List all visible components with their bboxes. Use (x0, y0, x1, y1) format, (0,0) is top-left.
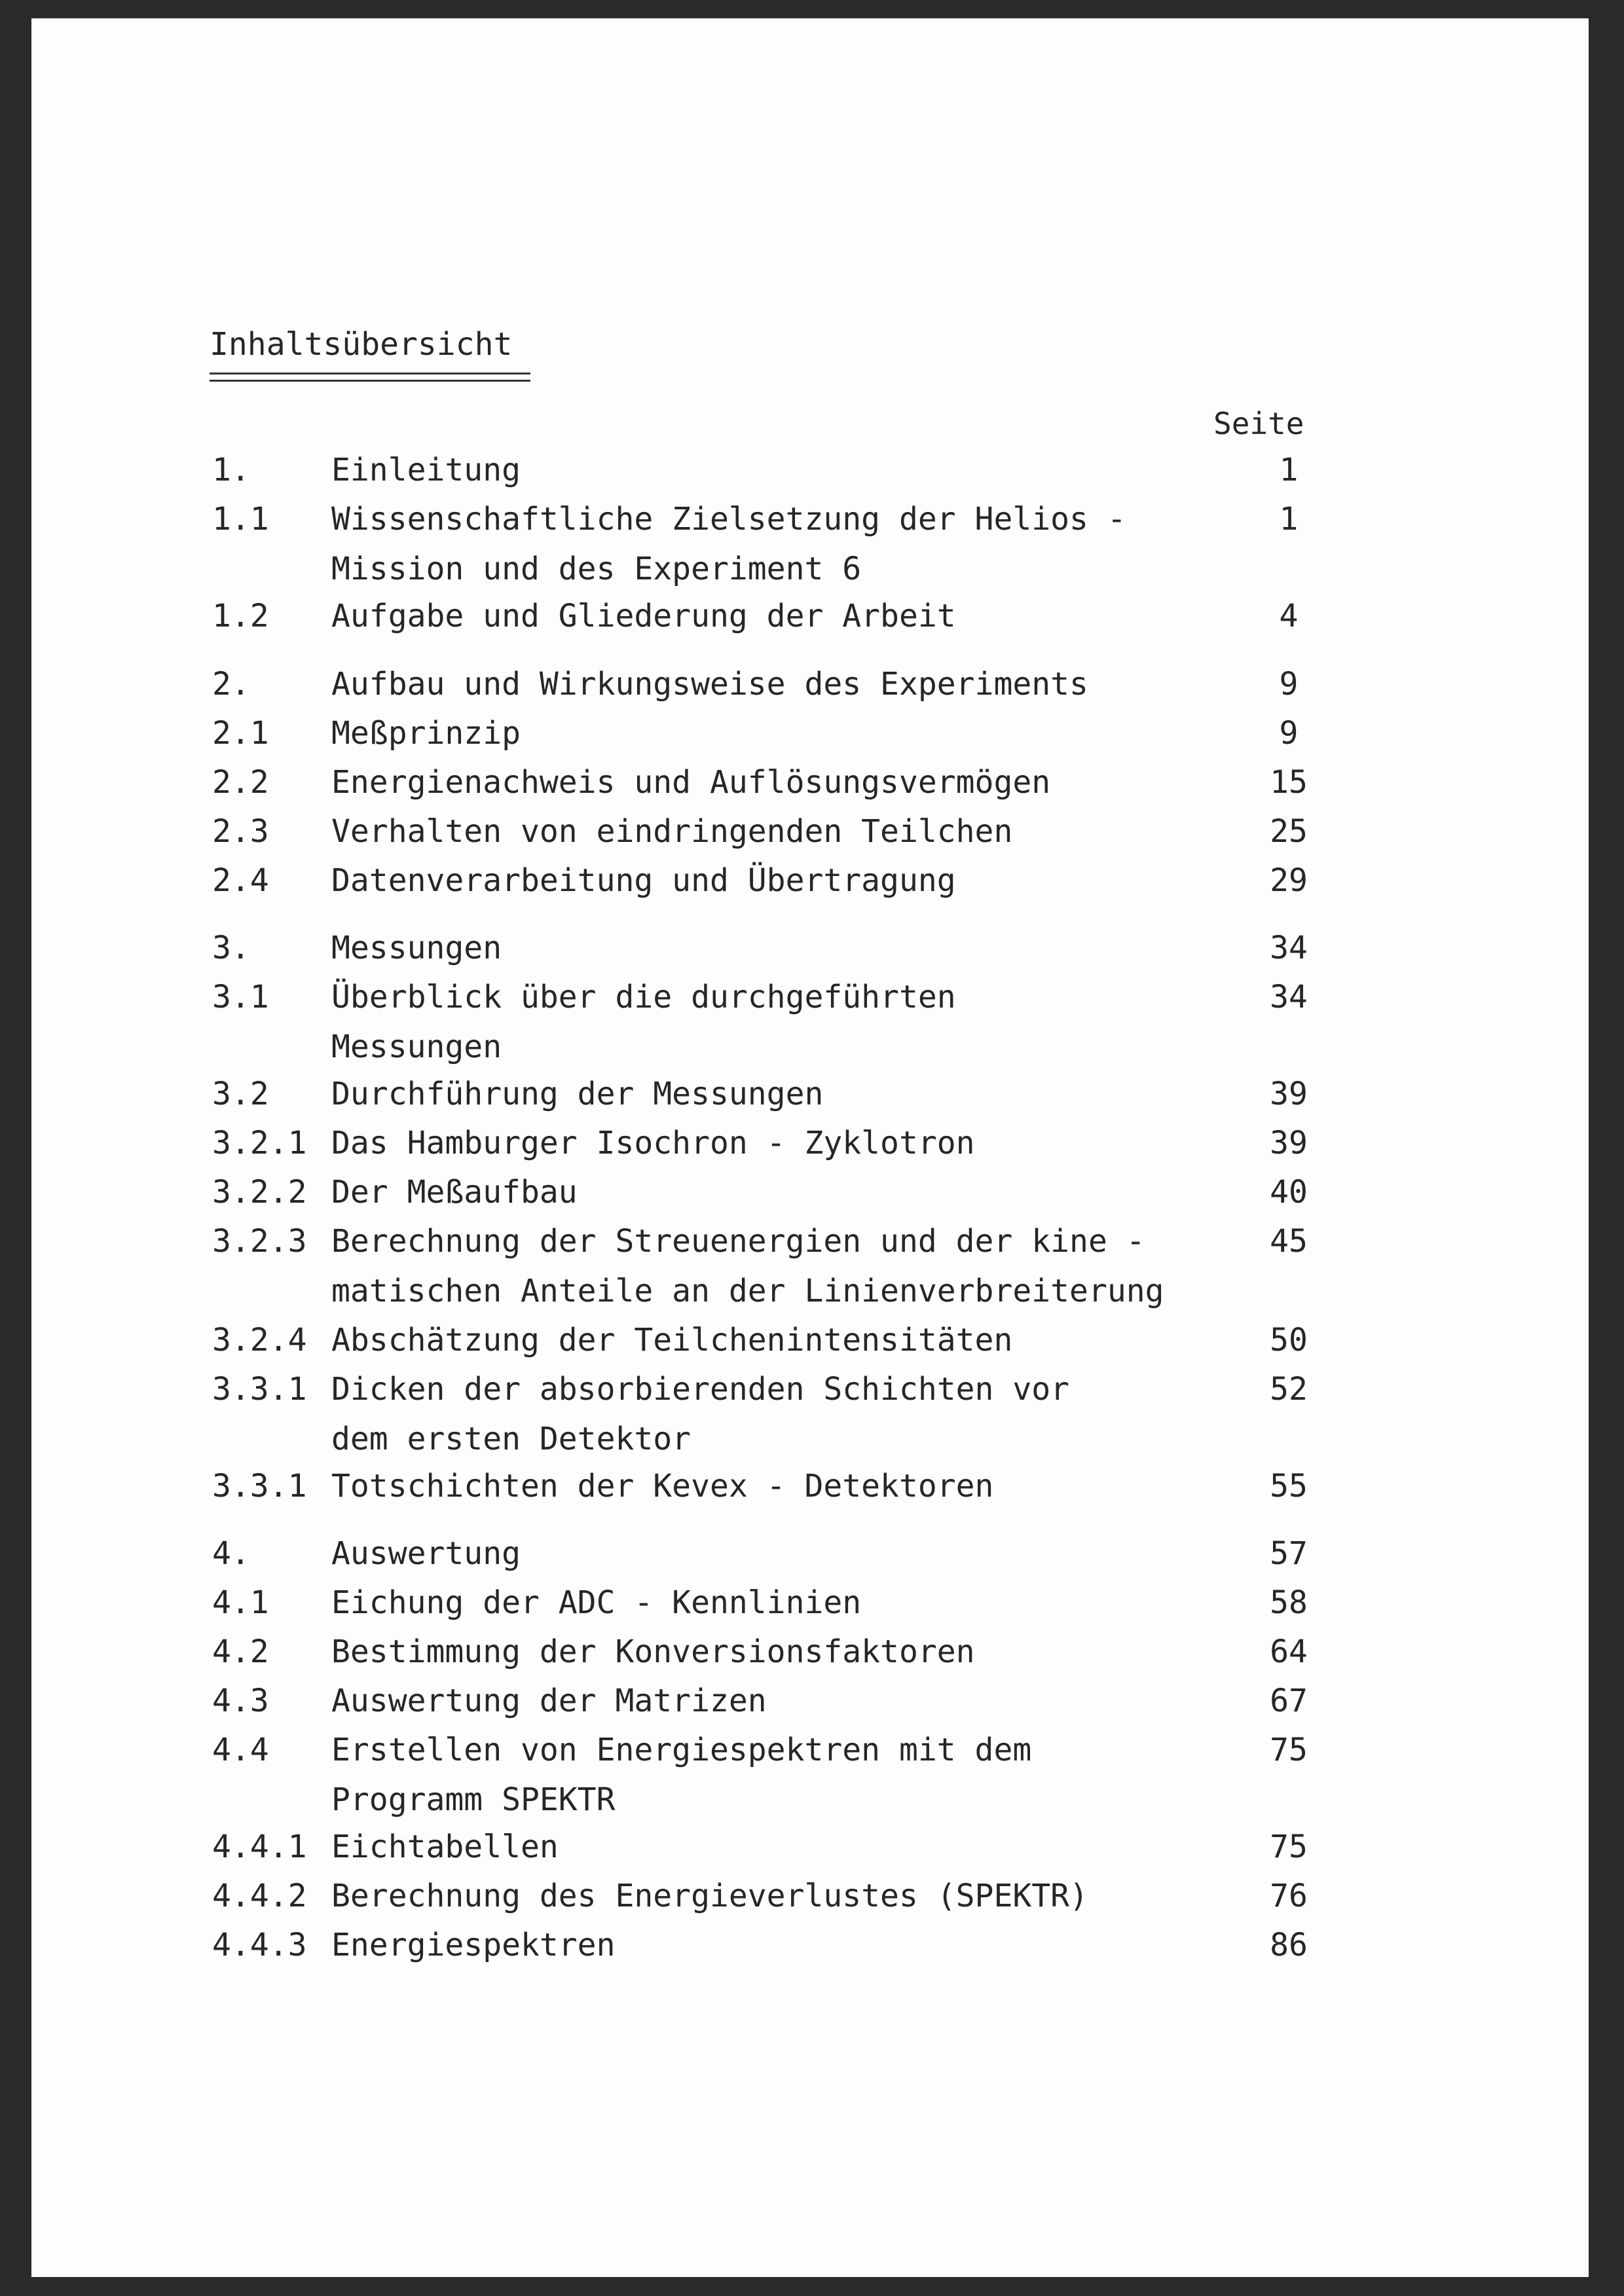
toc-entry-number: 2.3 (212, 813, 269, 850)
toc-entry-page-number: 76 (1270, 1878, 1308, 1914)
page-column-header: Seite (1213, 406, 1304, 441)
toc-entry-number: 2.4 (212, 862, 269, 899)
toc-entry-title (331, 1364, 1069, 1464)
toc-entry-title (331, 1167, 578, 1217)
toc-entry-number: 3.2.2 (212, 1174, 307, 1211)
toc-entry-number: 2.2 (212, 764, 269, 801)
toc-entry-title-line: Dicken der absorbierenden Schichten vor (331, 1371, 1070, 1408)
toc-entry-title-line: Aufgabe und Gliederung der Arbeit (331, 598, 956, 634)
toc-entry-page-number: 40 (1270, 1174, 1308, 1211)
toc-entry-page-number: 75 (1270, 1829, 1308, 1865)
toc-entry-page-number: 50 (1270, 1322, 1308, 1358)
toc-entry-number: 4.2 (212, 1633, 269, 1670)
toc-entry-title (331, 923, 502, 973)
toc-entry-number: 3.1 (212, 979, 269, 1015)
toc-entry-title (331, 1216, 1164, 1316)
toc-entry-title-line: Messungen (331, 930, 502, 966)
toc-entry-title (331, 659, 1088, 709)
toc-entry-number: 3.3.1 (212, 1371, 307, 1408)
toc-entry-title (331, 757, 1050, 807)
toc-entry-page-number: 9 (1279, 666, 1299, 702)
toc-entry-page-number: 64 (1270, 1633, 1308, 1670)
toc-entry-number: 1.2 (212, 598, 269, 634)
toc-entry-title-line: Totschichten der Kevex - Detektoren (331, 1468, 994, 1504)
toc-entry-title-line: Der Meßaufbau (331, 1174, 578, 1211)
toc-entry-title-line: Eichung der ADC - Kennlinien (331, 1584, 862, 1621)
toc-entry-number: 4.4 (212, 1732, 269, 1768)
toc-entry-title-line: dem ersten Detektor (331, 1421, 692, 1457)
toc-entry-page-number: 75 (1270, 1732, 1308, 1768)
toc-entry-title-line: matischen Anteile an der Linienverbreiterung (331, 1273, 1164, 1309)
toc-entry-title (331, 1315, 1012, 1365)
toc-entry-page-number: 34 (1270, 930, 1308, 966)
toc-entry-title-line: Erstellen von Energiespektren mit dem (331, 1732, 1032, 1768)
toc-entry-page-number: 39 (1270, 1125, 1308, 1161)
toc-entry-title (331, 1822, 559, 1872)
toc-entry-title-line: Einleitung (331, 452, 521, 488)
toc-entry-number: 3.2.3 (212, 1223, 307, 1260)
toc-entry-title-line: Bestimmung der Konversionsfaktoren (331, 1633, 975, 1670)
toc-entry-number: 3.2.1 (212, 1125, 307, 1161)
toc-entry-title-line: Auswertung der Matrizen (331, 1683, 767, 1719)
toc-entry-title-line: Berechnung des Energieverlustes (SPEKTR) (331, 1878, 1088, 1914)
toc-entry-page-number: 58 (1270, 1584, 1308, 1621)
toc-entry-title-line: Durchführung der Messungen (331, 1076, 824, 1112)
toc-entry-page-number: 25 (1270, 813, 1308, 850)
toc-entry-title-line: Aufbau und Wirkungsweise des Experiments (331, 666, 1088, 702)
toc-entry-title (331, 708, 521, 758)
toc-entry-number: 3.3.1 (212, 1468, 307, 1504)
toc-entry-title (331, 445, 521, 495)
toc-entry-title-line: Berechnung der Streuenergien und der kine - (331, 1223, 1145, 1260)
toc-entry-page-number: 1 (1279, 501, 1299, 538)
toc-entry-title (331, 1069, 823, 1119)
toc-entry-title (331, 1676, 767, 1726)
title-double-underline (210, 373, 530, 382)
toc-entry-page-number: 57 (1270, 1535, 1308, 1572)
toc-entry-title (331, 856, 956, 905)
toc-entry-number: 4.1 (212, 1584, 269, 1621)
toc-entry-title (331, 494, 1126, 594)
toc-entry-page-number: 34 (1270, 979, 1308, 1015)
toc-entry-title (331, 1461, 993, 1511)
toc-entry-page-number: 52 (1270, 1371, 1308, 1408)
toc-entry-title-line: Überblick über die durchgeführten (331, 979, 956, 1015)
toc-entry-page-number: 39 (1270, 1076, 1308, 1112)
toc-entry-page-number: 67 (1270, 1683, 1308, 1719)
toc-entry-page-number: 4 (1279, 598, 1299, 634)
toc-entry-title-line: Eichtabellen (331, 1829, 559, 1865)
toc-entry-title (331, 1627, 975, 1677)
toc-entry-title-line: Wissenschaftliche Zielsetzung der Helios - (331, 501, 1126, 538)
toc-entry-title-line: Energiespektren (331, 1927, 616, 1963)
toc-entry-title (331, 1871, 1088, 1921)
toc-entry-title (331, 972, 956, 1072)
toc-entry-number: 3.2.4 (212, 1322, 307, 1358)
toc-entry-number: 1. (212, 452, 250, 488)
toc-entry-number: 3.2 (212, 1076, 269, 1112)
document-page (31, 18, 1589, 2277)
toc-entry-number: 4.4.3 (212, 1927, 307, 1963)
toc-entry-number: 2. (212, 666, 250, 702)
toc-entry-title (331, 1578, 861, 1628)
toc-entry-title (331, 1529, 521, 1578)
toc-entry-number: 4.3 (212, 1683, 269, 1719)
toc-entry-title (331, 591, 956, 641)
toc-entry-title-line: Meßprinzip (331, 715, 521, 752)
toc-entry-page-number: 86 (1270, 1927, 1308, 1963)
toc-entry-number: 1.1 (212, 501, 269, 538)
toc-entry-page-number: 15 (1270, 764, 1308, 801)
toc-entry-page-number: 29 (1270, 862, 1308, 899)
toc-entry-page-number: 55 (1270, 1468, 1308, 1504)
page-title: Inhaltsübersicht (210, 326, 513, 363)
toc-entry-title-line: Verhalten von eindringenden Teilchen (331, 813, 1013, 850)
toc-entry-page-number: 9 (1279, 715, 1299, 752)
toc-entry-title-line: Abschätzung der Teilchenintensitäten (331, 1322, 1013, 1358)
toc-entry-page-number: 1 (1279, 452, 1299, 488)
toc-entry-title (331, 1725, 1031, 1825)
toc-entry-number: 4.4.1 (212, 1829, 307, 1865)
toc-entry-title-line: Datenverarbeitung und Übertragung (331, 862, 956, 899)
toc-entry-number: 2.1 (212, 715, 269, 752)
toc-entry-title-line: Auswertung (331, 1535, 521, 1572)
toc-entry-title (331, 807, 1012, 856)
toc-entry-title-line: Das Hamburger Isochron - Zyklotron (331, 1125, 975, 1161)
toc-entry-title (331, 1118, 975, 1168)
toc-entry-title-line: Programm SPEKTR (331, 1781, 616, 1818)
toc-entry-number: 4. (212, 1535, 250, 1572)
toc-entry-number: 4.4.2 (212, 1878, 307, 1914)
toc-entry-title (331, 1920, 615, 1970)
toc-entry-title-line: Messungen (331, 1029, 502, 1065)
toc-entry-title-line: Energienachweis und Auflösungsvermögen (331, 764, 1051, 801)
toc-entry-number: 3. (212, 930, 250, 966)
toc-entry-title-line: Mission und des Experiment 6 (331, 551, 862, 587)
toc-entry-page-number: 45 (1270, 1223, 1308, 1260)
